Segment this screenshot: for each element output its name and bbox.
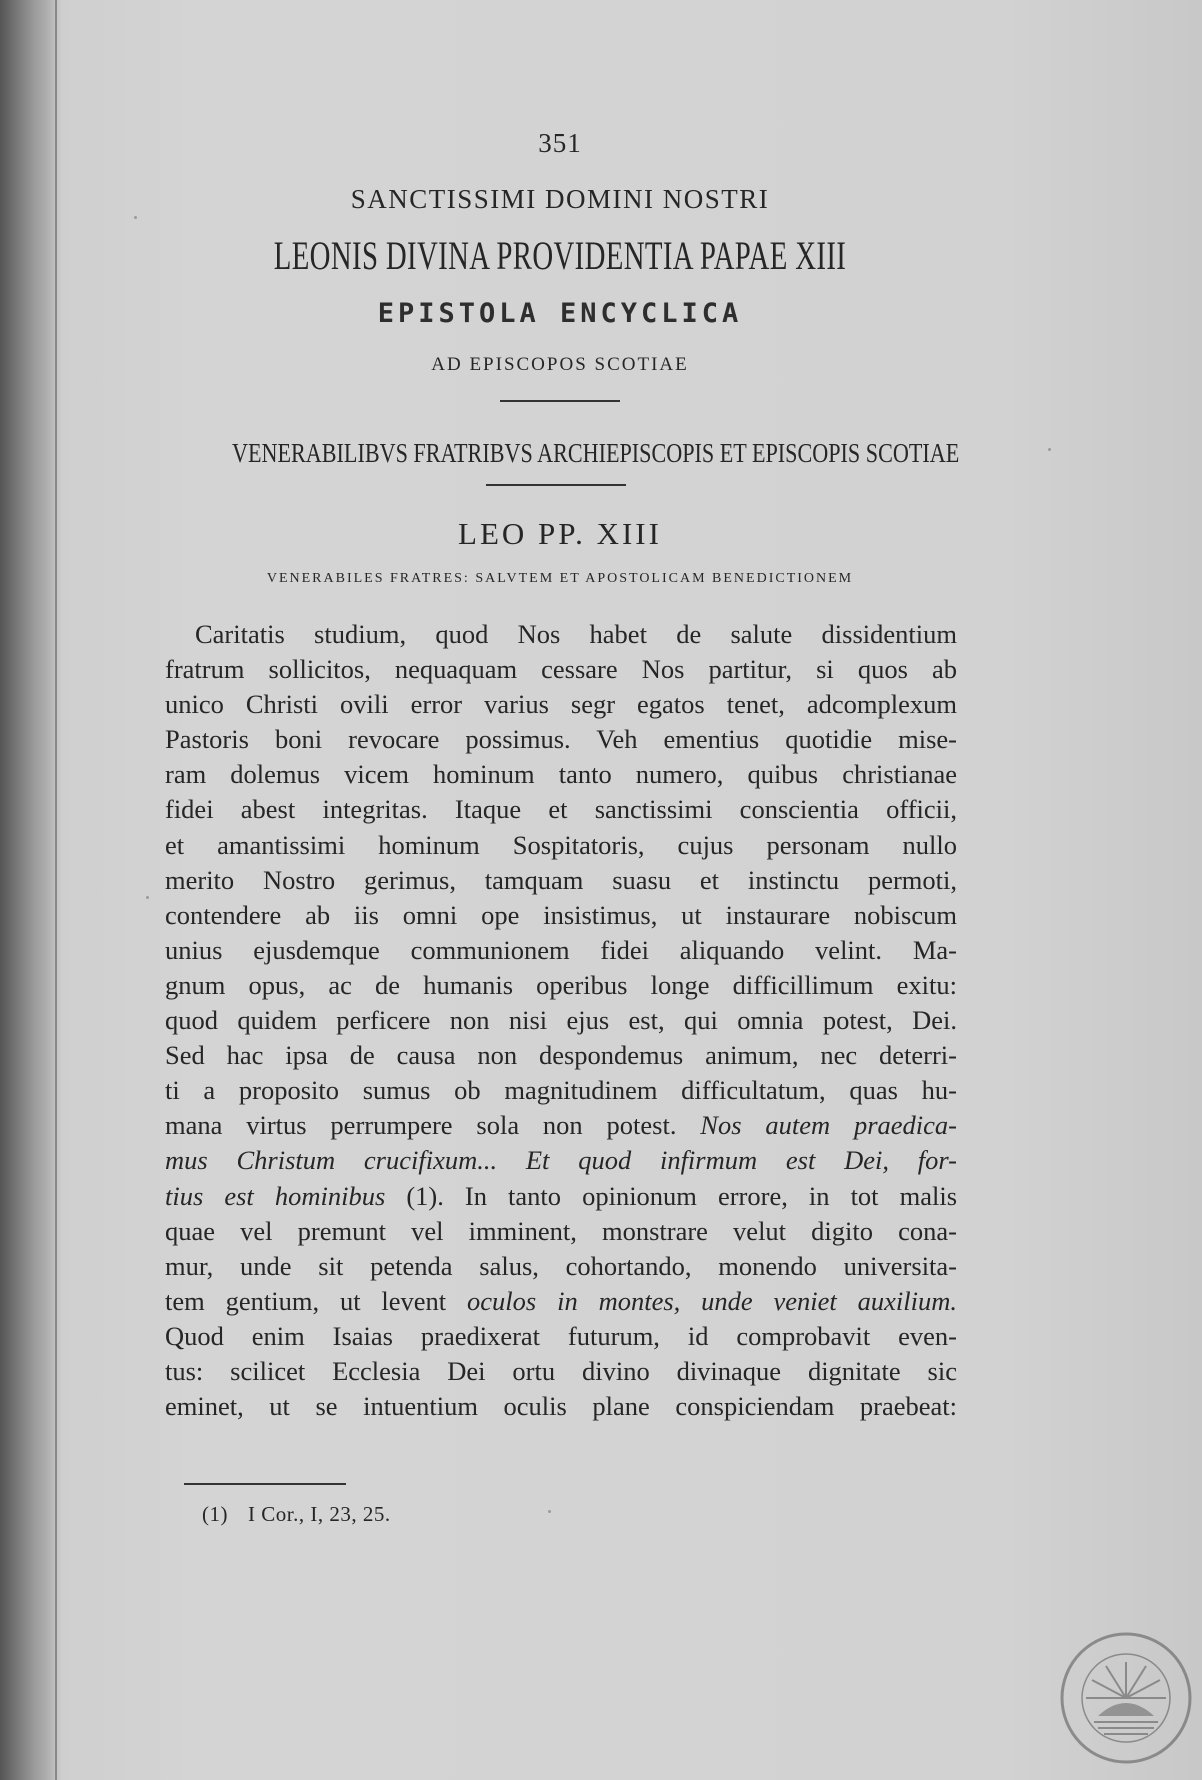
body-line: gnum opus, ac de humanis operibus longe difficillimum exitu:	[165, 969, 957, 1000]
body-line: fidei abest integritas. Itaque et sanctissimi conscientia officii,	[165, 794, 957, 825]
paper-speck	[548, 1510, 551, 1513]
body-text-italic: tius est hominibus	[165, 1180, 386, 1211]
body-text-italic: oculos in montes, unde veniet auxilium.	[467, 1285, 958, 1316]
footnote-mark: (1)	[202, 1502, 228, 1526]
body-line	[165, 1284, 957, 1319]
body-line: Sed hac ipsa de causa non despondemus animum, nec deterri-	[165, 1040, 957, 1071]
body-line: quae vel premunt vel imminent, monstrare velut digito cona-	[165, 1215, 957, 1246]
body-line: unico Christi ovili error varius segr egatos tenet, adcomplexum	[165, 689, 957, 720]
body-line: ram dolemus vicem hominum tanto numero, quibus christianae	[165, 759, 957, 790]
sender-line: LEO PP. XIII	[458, 516, 662, 551]
body-line	[165, 1108, 957, 1143]
body-line: quod quidem perficere non nisi ejus est, qui omnia potest, Dei.	[165, 1005, 957, 1036]
body-text-roman: tem gentium, ut levent	[165, 1285, 447, 1316]
spine-shadow	[0, 0, 62, 1780]
body-text-italic: mus Christum crucifixum... Et quod infirmum est Dei, for-	[165, 1145, 957, 1176]
body-line: fratrum sollicitos, nequaquam cessare Nos partitur, si quos ab	[165, 654, 957, 685]
body-line: tus: scilicet Ecclesia Dei ortu divino divinaque dignitate sic	[165, 1355, 957, 1386]
library-seal-stamp	[1058, 1630, 1194, 1766]
spine-line	[55, 0, 57, 1780]
salutation-line: VENERABILES FRATRES: SALVTEM ET APOSTOLICAM BENEDICTIONEM	[266, 571, 854, 586]
body-paragraph	[165, 617, 957, 1424]
body-line: et amantissimi hominum Sospitatoris, cujus personam nullo	[165, 829, 957, 860]
heading-line-2: LEONIS DIVINA PROVIDENTIA PAPAE XIII	[273, 233, 847, 278]
divider-rule	[500, 400, 620, 402]
paper-speck	[1048, 448, 1051, 451]
body-line: ti a proposito sumus ob magnitudinem difficultatum, quas hu-	[165, 1075, 957, 1106]
body-line: Pastoris boni revocare possimus. Veh ementius quotidie mise-	[165, 724, 957, 755]
body-line: mur, unde sit petenda salus, cohortando, monendo universita-	[165, 1250, 957, 1281]
footnote-rule	[184, 1483, 346, 1485]
body-line: contendere ab iis omni ope insistimus, ut instaurare nobiscum	[165, 899, 957, 930]
body-line: unius ejusdemque communionem fidei aliquando velint. Ma-	[165, 934, 957, 965]
body-text-roman: (1). In tanto opinionum errore, in tot malis	[406, 1180, 958, 1211]
address-line: VENERABILIBVS FRATRIBVS ARCHIEPISCOPIS ET EPISCOPIS SCOTIAE	[232, 438, 960, 468]
heading-line-1: SANCTISSIMI DOMINI NOSTRI	[350, 184, 770, 214]
heading-line-4: AD EPISCOPOS SCOTIAE	[431, 354, 689, 375]
body-text-italic: Nos autem praedica-	[700, 1110, 958, 1141]
paper-speck	[146, 896, 149, 899]
divider-rule	[486, 484, 626, 486]
body-line: Quod enim Isaias praedixerat futurum, id comprobavit even-	[165, 1320, 957, 1351]
body-line: Caritatis studium, quod Nos habet de salute dissidentium	[195, 619, 957, 649]
body-line	[165, 1143, 957, 1178]
page-number: 351	[538, 128, 582, 158]
body-text-roman: mana virtus perrumpere sola non potest.	[165, 1110, 677, 1141]
body-line: merito Nostro gerimus, tamquam suasu et instinctu permoti,	[165, 864, 957, 895]
footnote	[202, 1502, 391, 1527]
body-line: eminet, ut se intuentium oculis plane conspiciendam praebeat:	[165, 1391, 957, 1422]
body-line	[165, 1179, 957, 1214]
paper-speck	[134, 216, 137, 219]
heading-line-3: EPISTOLA ENCYCLICA	[377, 298, 743, 329]
footnote-text: I Cor., I, 23, 25.	[248, 1502, 391, 1526]
